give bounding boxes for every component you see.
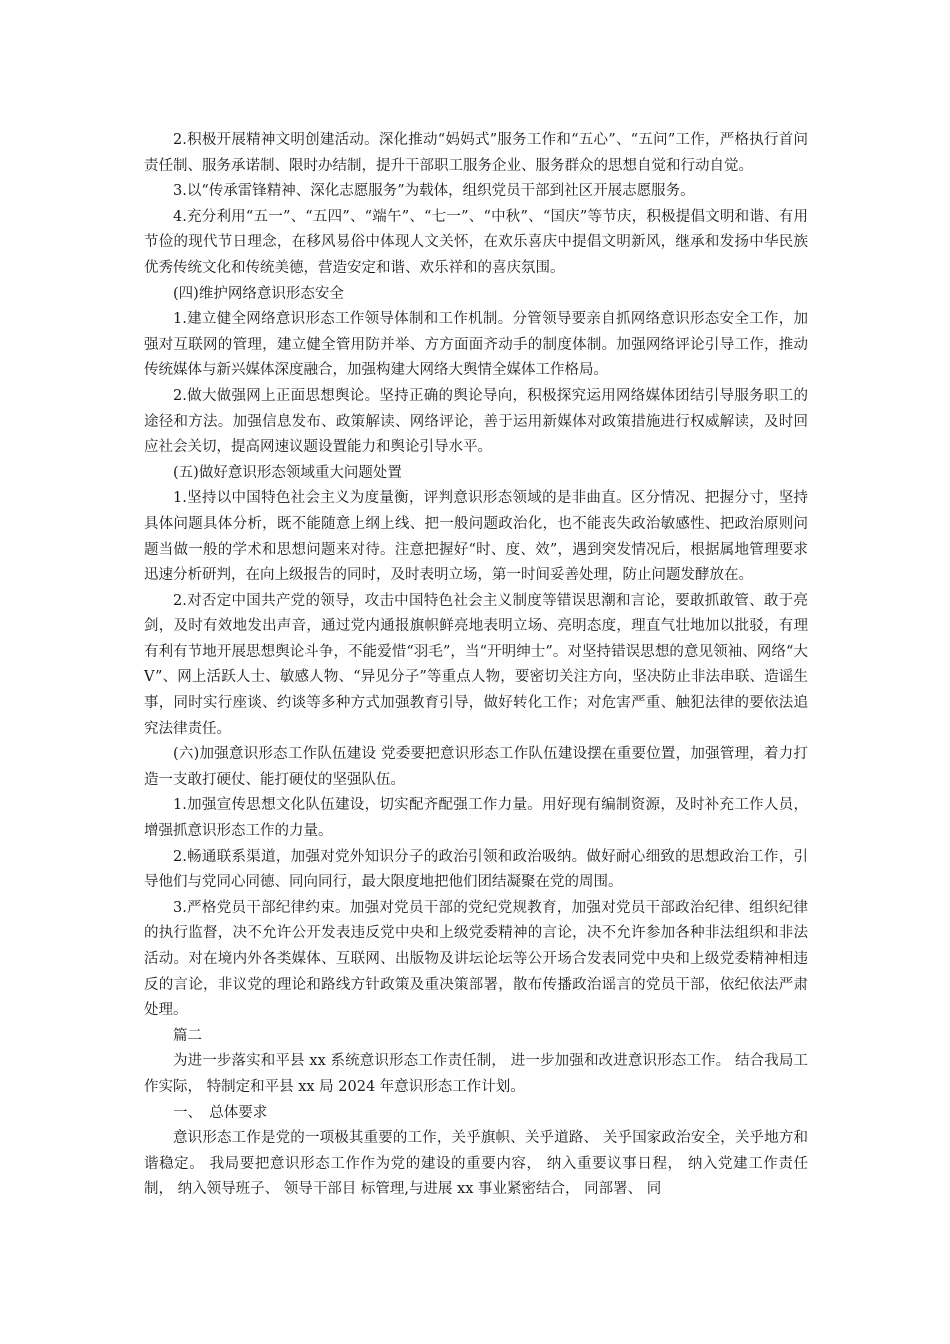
paragraph: 2.积极开展精神文明创建活动。深化推动“妈妈式”服务工作和“五心”、“五问”工作，严格执行首问责任制、服务承诺制、限时办结制，提升干部职工服务企业、服务群众的思想自觉和行动自觉。 xyxy=(144,132,808,174)
paragraph: 3.严格党员干部纪律约束。加强对党员干部的党纪党规教育，加强对党员干部政治纪律、组织纪律的执行监督，决不允许公开发表违反党中央和上级党委精神的言论，决不允许参加各种非法组织和非法活动。对在境内外各类媒体、互联网、出版物及讲坛论坛等公开场合发表同党中央和上级党委精神相违反的言论，非议党的理论和路线方针政策及重决策部署，散布传播政治谣言的党员干部，依纪依法严肃处理。 xyxy=(144,899,808,1019)
paragraph: 为进一步落实和平县 xx 系统意识形态工作责任制， 进一步加强和改进意识形态工作。 结合我局工作实际， 特制定和平县 xx 局 2024 年意识形态工作计划。 xyxy=(144,1053,808,1095)
paragraph: 2.做大做强网上正面思想舆论。坚持正确的舆论导向，积极探究运用网络媒体团结引导服务职工的途径和方法。加强信息发布、政策解读、网络评论，善于运用新媒体对政策措施进行权威解读，及时回应社会关切，提高网速议题设置能力和舆论引导水平。 xyxy=(144,387,808,456)
paragraph: 2.畅通联系渠道，加强对党外知识分子的政治引领和政治吸纳。做好耐心细致的思想政治工作，引导他们与党同心同德、同向同行，最大限度地把他们团结凝聚在党的周围。 xyxy=(144,848,808,891)
section-heading: (四)维护网络意识形态安全 xyxy=(173,285,344,302)
section-heading: (五)做好意识形态领域重大问题处置 xyxy=(173,464,402,481)
paragraph: 3.以“传承雷锋精神、深化志愿服务”为载体，组织党员干部到社区开展志愿服务。 xyxy=(173,183,695,200)
paragraph: 1.坚持以中国特色社会主义为度量衡，评判意识形态领域的是非曲直。区分情况、把握分寸，坚持具体问题具体分析，既不能随意上纲上线、把一般问题政治化，也不能丧失政治敏感性、把政治原则问题当做一般的学术和思想问题来对待。注意把握好“时、度、效”，遇到突发情况后，根据属地管理要求迅速分析研判，在向上级报告的同时，及时表明立场，第一时间妥善处理，防止问题发酵放在。 xyxy=(144,490,808,584)
document-body xyxy=(144,128,808,1203)
paragraph: 4.充分利用“五一”、“五四”、“端午”、“七一”、“中秋”、“国庆”等节庆，积极提倡文明和谐、有用节俭的现代节日理念，在移风易俗中体现人文关怀，在欢乐喜庆中提倡文明新风，继承和发扬中华民族优秀传统文化和传统美德，营造安定和谐、欢乐祥和的喜庆氛围。 xyxy=(144,208,808,276)
section-heading: (六)加强意识形态工作队伍建设 党委要把意识形态工作队伍建设摆在重要位置，加强管理，着力打造一支敢打硬仗、能打硬仗的坚强队伍。 xyxy=(144,746,808,788)
paragraph: 意识形态工作是党的一项极其重要的工作，关乎旗帜、关乎道路、 关乎国家政治安全，关乎地方和谐稳定。 我局要把意识形态工作作为党的建设的重要内容， 纳入重要议事日程， 纳入党建工作责任制， 纳入领导班子、 领导干部目 标管理,与进展 xx 事业紧密结合， 同部署、 同 xyxy=(144,1130,808,1198)
section-heading: 一、 总体要求 xyxy=(173,1104,268,1121)
paragraph: 1.加强宣传思想文化队伍建设，切实配齐配强工作力量。用好现有编制资源，及时补充工作人员，增强抓意识形态工作的力量。 xyxy=(144,797,808,840)
part-heading: 篇二 xyxy=(173,1027,202,1044)
paragraph: 1.建立健全网络意识形态工作领导体制和工作机制。分管领导要亲自抓网络意识形态安全工作，加强对互联网的管理，建立健全管用防并举、方方面面齐动手的制度体制。加强网络评论引导工作，推动传统媒体与新兴媒体深度融合，加强构建大网络大舆情全媒体工作格局。 xyxy=(144,311,808,379)
paragraph: 2.对否定中国共产党的领导，攻击中国特色社会主义制度等错误思潮和言论，要敢抓敢管、敢于亮剑，及时有效地发出声音，通过党内通报旗帜鲜亮地表明立场、亮明态度，理直气壮地加以批驳，有理有利有节地开展思想舆论斗争，不能爱惜“羽毛”，当“开明绅士”。对坚持错误思想的意见领袖、网络“大V”、网上活跃人士、敏感人物、“异见分子”等重点人物，要密切关注方向，坚决防止非法串联、造谣生事，同时实行座谈、约谈等多种方式加强教育引导，做好转化工作；对危害严重、触犯法律的要依法追究法律责任。 xyxy=(144,592,808,737)
